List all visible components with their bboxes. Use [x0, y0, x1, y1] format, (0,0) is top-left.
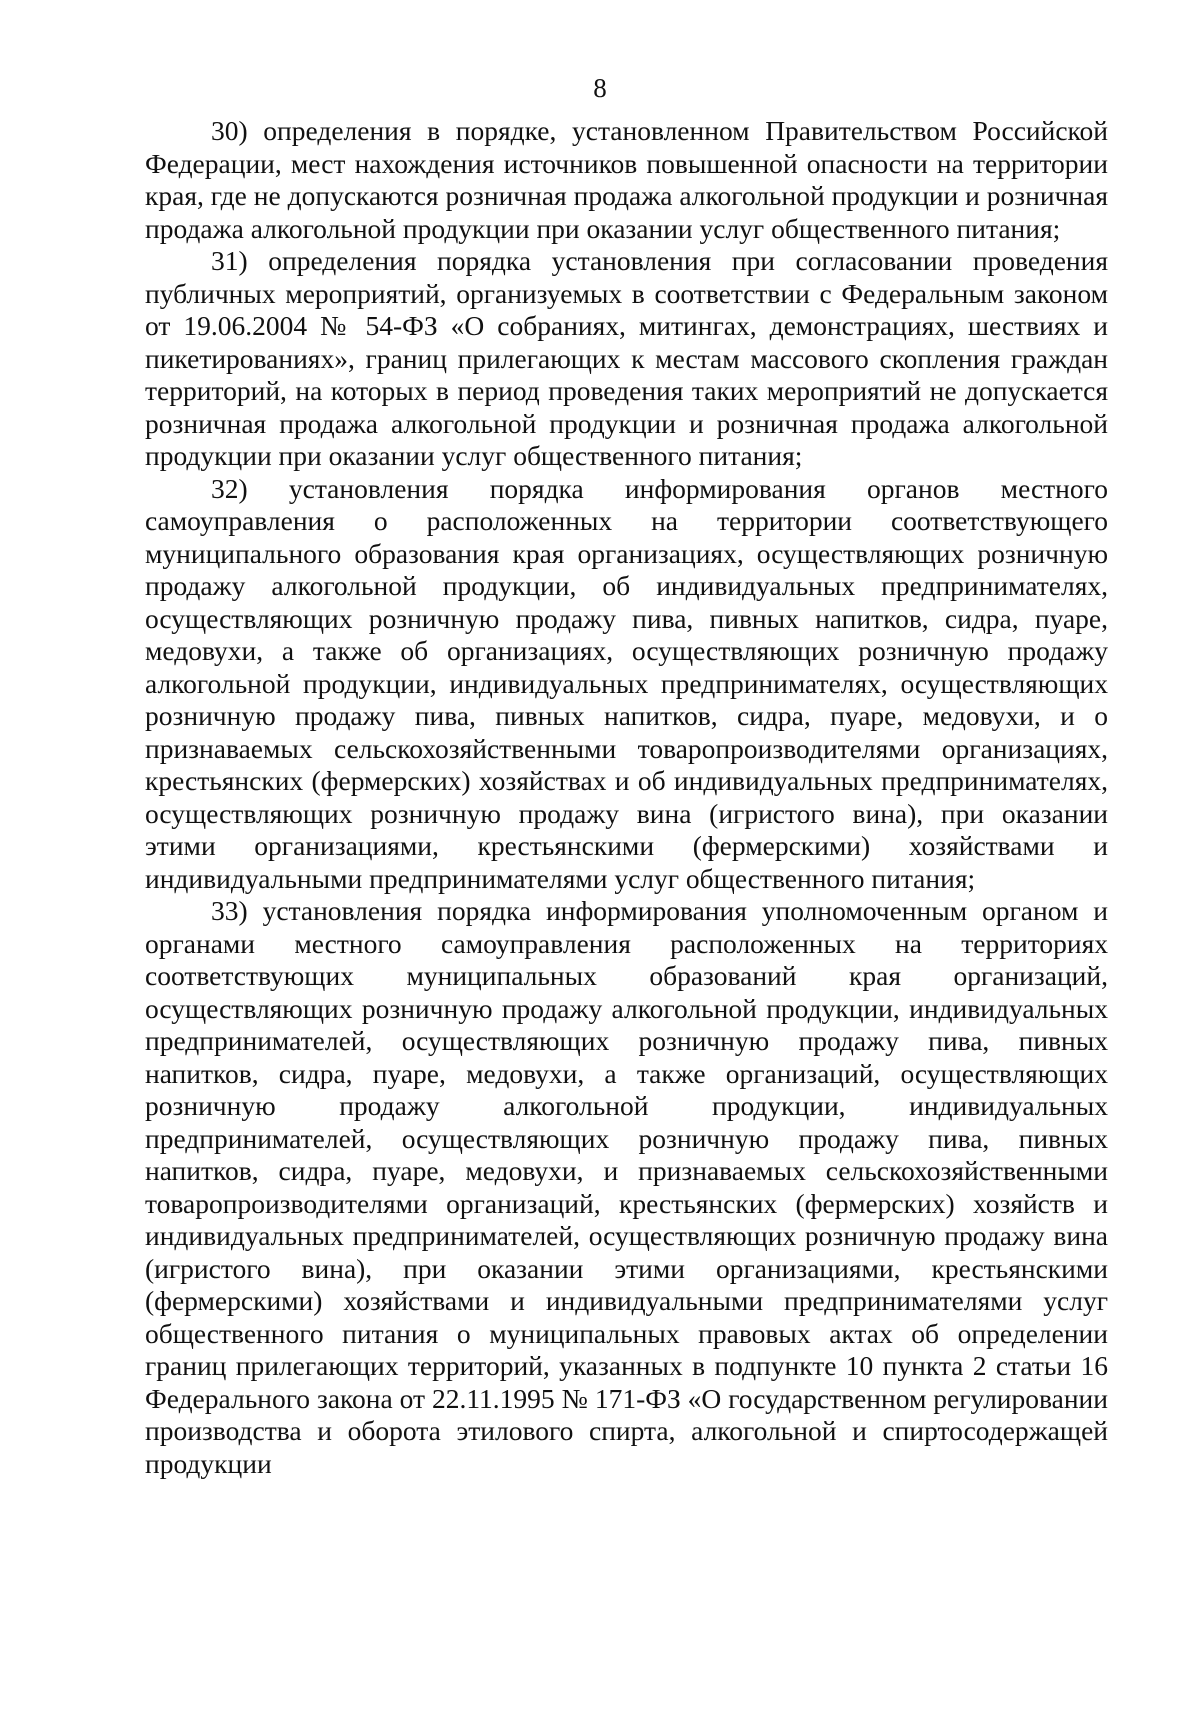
paragraph-item-32: 32) установления порядка информирования органов местного самоуправления о расположенных на территории соответствующего муниципального образования края организациях, осуществляющих розничную продажу алкогольной продукции, об индивидуальных предпринимателях, осуществляющих розничную продажу пива, пивных напитков, сидра, пуаре, медовухи, а также об организациях, осуществляющих розничную продажу алкогольной продукции, индивидуальных предпринимателях, осуществляющих розничную продажу пива, пивных напитков, сидра, пуаре, медовухи, и о признаваемых сельскохозяйственными товаропроизводителями организациях, крестьянских (фермерских) хозяйствах и об индивидуальных предпринимателях, осуществляющих розничную продажу вина (игристого вина), при оказании этими организациями, крестьянскими (фермерскими) хозяйствами и индивидуальными предпринимателями услуг общественного питания; — [145, 472, 1108, 894]
paragraph-item-33: 33) установления порядка информирования уполномоченным органом и органами местного самоуправления расположенных на территориях соответствующих муниципальных образований края организаций, осуществляющих розничную продажу алкогольной продукции, индивидуальных предпринимателей, осуществляющих розничную продажу пива, пивных напитков, сидра, пуаре, медовухи, а также организаций, осуществляющих розничную продажу алкогольной продукции, индивидуальных предпринимателей, осуществляющих розничную продажу пива, пивных напитков, сидра, пуаре, медовухи, и признаваемых сельскохозяйственными товаропроизводителями организаций, крестьянских (фермерских) хозяйств и индивидуальных предпринимателей, осуществляющих розничную продажу вина (игристого вина), при оказании этими организациями, крестьянскими (фермерскими) хозяйствами и индивидуальными предпринимателями услуг общественного питания о муниципальных правовых актах об определении границ прилегающих территорий, указанных в подпункте 10 пункта 2 статьи 16 Федерального закона от 22.11.1995 № 171-ФЗ «О государственном регулировании производства и оборота этилового спирта, алкогольной и спиртосодержащей продукции — [145, 895, 1108, 1479]
page-number: 8 — [593, 73, 607, 103]
paragraph-item-30: 30) определения в порядке, установленном Правительством Российской Федерации, мест нахождения источников повышенной опасности на территории края, где не допускаются розничная продажа алкогольной продукции и розничная продажа алкогольной продукции при оказании услуг общественного питания; — [145, 115, 1108, 244]
document-body — [145, 115, 1108, 1480]
paragraph-item-31: 31) определения порядка установления при согласовании проведения публичных мероприятий, организуемых в соответствии с Федеральным законом от 19.06.2004 № 54-ФЗ «О собраниях, митингах, демонстрациях, шествиях и пикетированиях», границ прилегающих к местам массового скопления граждан территорий, на которых в период проведения таких мероприятий не допускается розничная продажа алкогольной продукции и розничная продажа алкогольной продукции при оказании услуг общественного питания; — [145, 245, 1108, 471]
